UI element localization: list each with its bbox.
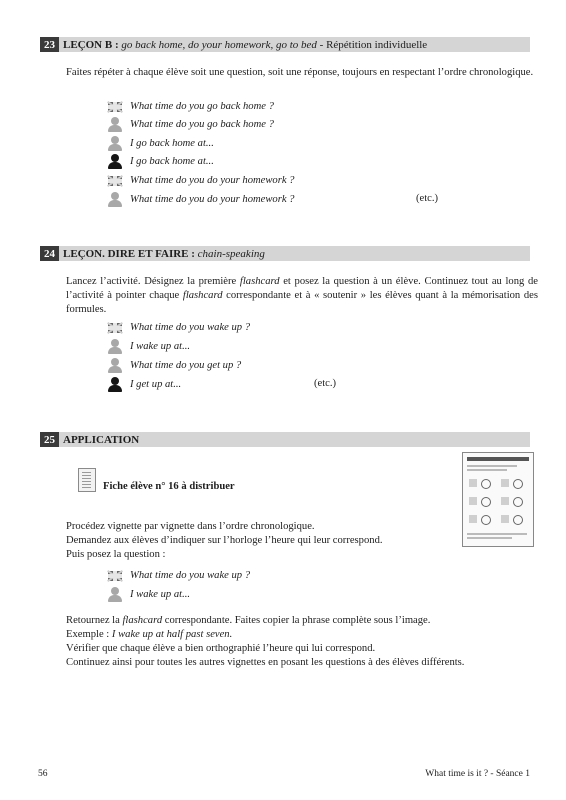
- gray-person-icon: [108, 339, 122, 354]
- gray-person-icon: [108, 192, 122, 207]
- example-line: Exemple : I wake up at half past seven.: [66, 629, 233, 640]
- instruction-line: Retournez la flashcard correspondante. Faites copier la phrase complète sous l’image.: [66, 615, 431, 626]
- uk-flag-icon: [108, 102, 122, 112]
- dialogue-text: What time do you do your homework ?: [130, 174, 295, 186]
- section-header-25: [40, 432, 530, 447]
- dialogue-text: What time do you go back home ?: [130, 100, 274, 112]
- section-title: [63, 39, 427, 51]
- section-number: 23: [40, 37, 59, 52]
- gray-person-icon: [108, 136, 122, 151]
- dialogue-text: What time do you wake up ?: [130, 321, 251, 333]
- dialogue-line: [108, 586, 190, 602]
- section-title-bold: LEÇON. DIRE ET FAIRE :: [63, 247, 195, 260]
- dialogue-line: [108, 319, 250, 335]
- instruction-line: Procédez vignette par vignette dans l’ordre chronologique.: [66, 521, 315, 532]
- gray-person-icon: [108, 117, 122, 132]
- dialogue-line: [108, 98, 274, 114]
- worksheet-thumbnail: [462, 452, 534, 547]
- dialogue-line: [108, 153, 214, 169]
- dialogue-text: I wake up at...: [130, 588, 191, 600]
- running-title: What time is it ? - Séance 1: [425, 769, 530, 779]
- dialogue-text: What time do you wake up ?: [130, 569, 251, 581]
- uk-flag-icon: [108, 571, 122, 581]
- fiche-label: Fiche élève n° 16 à distribuer: [103, 481, 235, 492]
- section-title-italic: chain-speaking: [194, 247, 265, 260]
- etc-note: (etc.): [416, 193, 439, 204]
- gray-person-icon: [108, 587, 122, 602]
- section-header-23: [40, 37, 530, 52]
- dialogue-line: [108, 338, 190, 354]
- instruction-line: Puis posez la question :: [66, 549, 166, 560]
- dialogue-line: [108, 376, 181, 392]
- instruction-lines: [66, 520, 466, 562]
- etc-note: (etc.): [314, 378, 337, 389]
- instruction-line: Vérifier que chaque élève a bien orthographié l’heure qui lui correspond.: [66, 643, 376, 654]
- section-title-italic: go back home, do your homework, go to bed: [118, 38, 317, 51]
- section-number: 24: [40, 246, 59, 261]
- section-title-bold: APPLICATION: [63, 433, 140, 446]
- instruction-paragraph: Lancez l’activité. Désignez la première flashcard et posez la question à un élève. Continuez tout au long de l’activité à pointer chaque flashcard correspondante et à « soutenir » les élèves quant à la mémorisation des formules.: [66, 276, 538, 315]
- black-person-icon: [108, 377, 122, 392]
- section-title: [63, 248, 265, 260]
- dialogue-text: What time do you do your homework ?: [130, 193, 295, 205]
- section-header-24: [40, 246, 530, 261]
- instruction-line: Continuez ainsi pour toutes les autres vignettes en posant les questions à des élèves différents.: [66, 657, 465, 668]
- instruction-line: Demandez aux élèves d’indiquer sur l’horloge l’heure qui leur correspond.: [66, 535, 383, 546]
- section-title: [63, 434, 139, 446]
- dialogue-text: What time do you go back home ?: [130, 118, 274, 130]
- section-number: 25: [40, 432, 59, 447]
- instruction-paragraph: Faites répéter à chaque élève soit une question, soit une réponse, toujours en respectant l’ordre chronologique.: [66, 67, 534, 78]
- dialogue-line: [108, 135, 214, 151]
- dialogue-text: I go back home at...: [130, 137, 214, 149]
- dialogue-line: [108, 116, 274, 132]
- dialogue-line: [108, 172, 294, 188]
- dialogue-line: [108, 357, 241, 373]
- dialogue-text: I go back home at...: [130, 155, 214, 167]
- worksheet-document-icon: [78, 468, 96, 492]
- gray-person-icon: [108, 358, 122, 373]
- dialogue-line: [108, 567, 250, 583]
- section-title-bold: LEÇON B :: [63, 38, 119, 51]
- dialogue-text: I wake up at...: [130, 340, 191, 352]
- uk-flag-icon: [108, 176, 122, 186]
- section-title-rest: - Répétition individuelle: [316, 38, 428, 51]
- dialogue-text: What time do you get up ?: [130, 359, 242, 371]
- dialogue-text: I get up at...: [130, 378, 182, 390]
- uk-flag-icon: [108, 323, 122, 333]
- closing-instructions: [66, 614, 538, 670]
- black-person-icon: [108, 154, 122, 169]
- dialogue-line: [108, 191, 294, 207]
- page-number: 56: [38, 769, 48, 779]
